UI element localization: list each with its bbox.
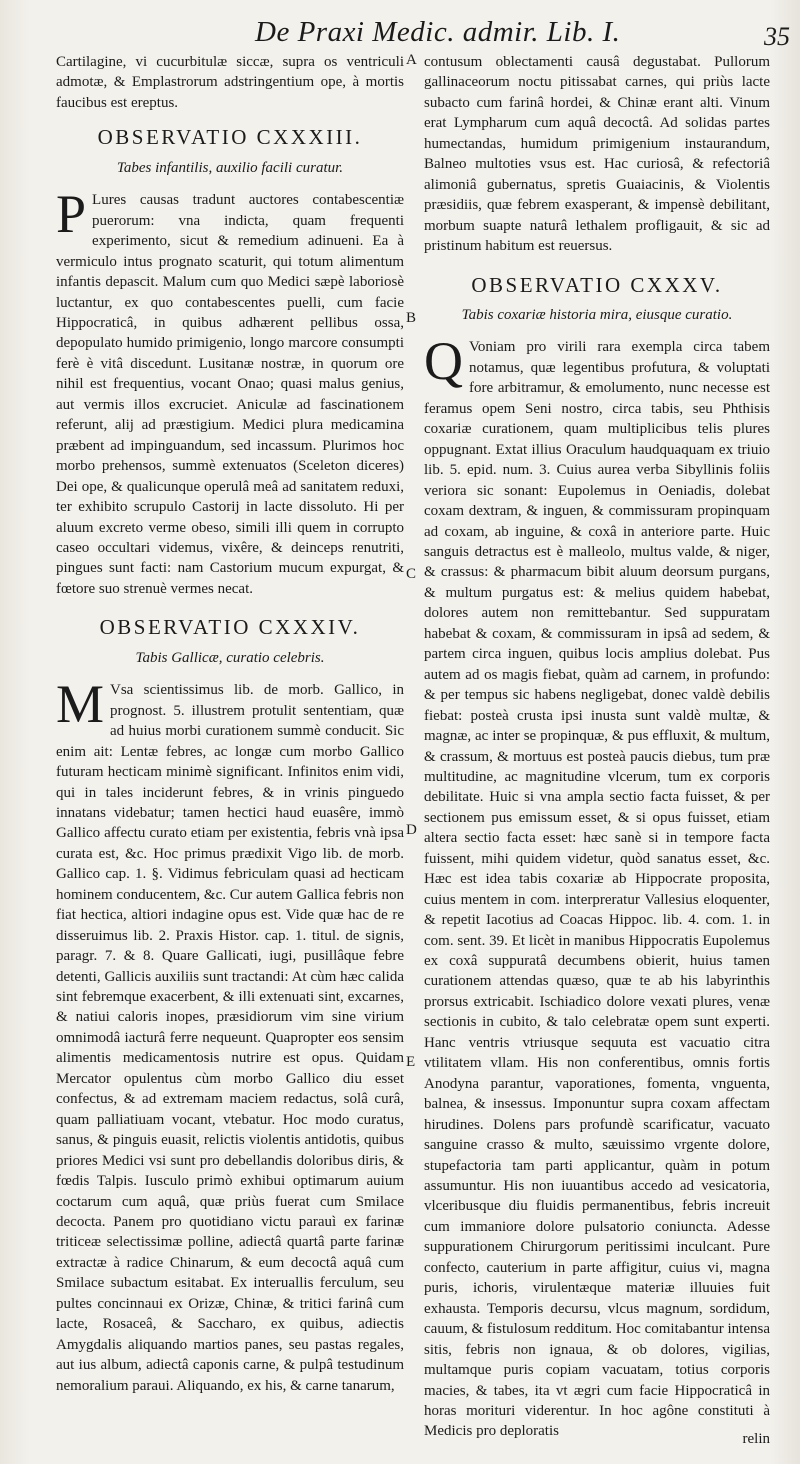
observation-133-subtitle: Tabes infantilis, auxilio facili curatur.	[116, 159, 344, 176]
drop-cap: M	[56, 674, 105, 735]
running-head	[0, 16, 800, 56]
left-column	[56, 52, 404, 1396]
observation-135-body	[424, 331, 770, 1441]
catchword: relin	[742, 1431, 770, 1447]
drop-cap: Q	[424, 331, 463, 392]
observation-133-heading: OBSERVATIO CXXXIII.	[97, 125, 363, 150]
running-title: De Praxi Medic. admir. Lib. I.	[255, 16, 621, 48]
observation-133-body	[56, 184, 404, 599]
margin-letter-c: C	[406, 566, 417, 582]
drop-cap: P	[56, 184, 87, 245]
observation-134-subtitle: Tabis Gallicæ, curatio celebris.	[135, 649, 325, 666]
observation-133-text: Lures causas tradunt auctores contabescentiæ puerorum: vna indicta, quam frequenti experimento, sicut & remedium adinueni. Ea à vermiculo intus prognato scaturit, qui totum alimentum infantis depascit. Malum cum quo Medici sæpè laboriosè luctantur, ex quo contabescentes puelli, cum facie Hippocraticâ, in quibus adhærent pellibus ossa, depopulato humido primigenio, longo marcore consumpti ferè è vitâ discedunt. Lusitanæ nostræ, in quorum ore nihil est frequentius, vocant Onao; quasi malus genius, aut vermis illos excruciet. Aniculæ ad fascinationem referunt, alij ad præstigium. Medici plura medicamina præbent ad impinguandum, sed incassum. Plurimos hoc morbo prehensos, summè extenuatos (Sceleton diceres) Dei ope, & qualicunque operulâ meâ ad sanitatem reduxi, ter exhibito scrupulo Castorij in lacte dissoluto. Hi per aluum excreto verme obeso, simili illi quem in corrupto caseo occultari videmus, vixêre, & deinceps renutriti, pingues sunt facti: nam Castorium mucum expurgat, & fœtore suo strenuè vermes necat.	[56, 192, 404, 597]
observation-134-body	[56, 674, 404, 1396]
paragraph-continuation: Cartilagine, vi cucurbitulæ siccæ, supra os ventriculi admotæ, & Emplastrorum adstringentium ope, à mortis faucibus est ereptus.	[56, 54, 404, 111]
margin-letter-a: A	[406, 52, 417, 68]
observation-134-text: Vsa scientissimus lib. de morb. Gallico, in prognost. 5. illustrem protulit sententiam, quæ ad huius morbi curationem summè conducit. Sic enim ait: Lentæ febres, ac longæ cum morbo Gallico futuram hecticam minimè significant. Infinitos enim vidi, qui in tales inciderunt febres, & in vrinis pinguedo innatans videbatur; tamen hectici haud euasêre, immò Gallico affectu curato etiam per existentia, febris vnà ipsa curata est, &c. Hoc primus prædixit Vigo lib. de morb. Gallico cap. 1. §. Vidimus febriculam quasi ad hecticam hominem conducentem, &c. Cur autem Gallica febris non fiat hectica, altiori indagine opus est. Vide quæ hac de re disseruimus lib. 2. Praxis Histor. cap. 1. titul. de signis, paragr. 7. & 8. Quare Gallicati, iugi, pusillâque febre detenti, Gallicis auxiliis sunt tractandi: At cùm hæc calida sint febremque exacerbent, & illi extenuati sint, excarnes, & natiui caloris inopes, præsidiorum vim sine virium omnimodâ iacturâ ferre nequeunt. Quapropter eos sensim alimentis medicamentosis nutrire est opus. Quidam Mercator opulentus cùm morbo Gallico diu esset confectus, & ad extremam maciem redactus, solâ curâ, quam palliatiuam vocant, vtebatur. Hoc modo curatus, sanus, & pinguis euasit, relictis violentis antidotis, quibus priores Medici vsi sunt pro debellandis doloribus diris, & fœdis Talpis. Iusculo primò exhibui optimarum auium coctarum cum aquâ, quæ priùs fuerat cum Smilace decocta. Panem pro quotidiano victu parauì ex farinæ triticeæ selectissimæ polline, adiectâ quartâ parte farinæ extractæ à radice Chinarum, & eum decoctâ aquâ cum Smilace subactum esitabat. Ex interuallis ferculum, seu pultes concinnaui ex Orizæ, Chinæ, & tritici farinâ cum lacte, Rosaceâ, & Saccharo, ex quibus, adiectis Amygdalis aliquando martios panes, seu pastas regales, aut ius album, adiectâ caponis carne, & pulpâ testudinum nemoralium paraui. Aliquando, ex his, & carne tanarum,	[56, 682, 404, 1394]
margin-letter-b: B	[406, 310, 417, 326]
right-column	[424, 52, 770, 1442]
observation-135-heading: OBSERVATIO CXXXV.	[471, 272, 723, 297]
paragraph-continuation: contusum oblectamenti causâ degustabat. Pullorum gallinaceorum noctu pitissabat carnes, qui priùs lacte subacto cum farinâ hordei, & Chinæ erant alti. Vinum erat Lympharum cum aquâ decoctâ. Ad solidas partes humectandas, humidum primigenium instaurandum, Balneo multoties vsus est. Hac curiosâ, & refectoriâ alimoniâ gubernatus, spretis Guaiacinis, & Violentis præsidiis, quæ febrem exasperant, & impensè debilitant, morbum suapte naturâ lethalem profligauit, & sic ad pristinum habitum est reuersus.	[424, 54, 770, 255]
observation-134-heading: OBSERVATIO CXXXIV.	[99, 615, 361, 640]
observation-135-text: Voniam pro virili rara exempla circa tabem notamus, quæ legentibus profutura, & voluptati fore arbitramur, & emolumento, nunc necesse est feramus opem Seni nostro, circa tabis, seu Phthisis coxariæ curationem, quam multiplicibus telis plures oppugnant. Extat illius Oraculum haudquaquam ex triuio lib. 5. epid. num. 3. Cuius aurea verba Sibyllinis foliis veriora sic sonant: Eupolemus in Oeniadis, dolebat coxam dextram, & inguen, & commissuram propinquam ad coxam, ab inguine, & coxâ in anteriore parte. Huic sanguis detractus est è malleolo, multus valde, & niger, & crassus: & pharmacum bibit aluum deorsum purgans, & multum purgatus est: & melius quidem habebat, dolores autem non remittebantur. Sed suppuratam habebat & coxam, & commissuram in ipsâ ad sedem, & partem circa inguen, quibus locis amplius dolebat. Pus autem ad os magis fiebat, quàm ad carnem, in profundo: & per tempus sic habens negligebat, donec valdè debilis fiebat: posteà crusta ipsi inusta sunt valdè multæ, & magnæ, ac inter se propinquæ, & pus effluxit, & multum, & crassum, & mortuus est posteà paucis diebus, tum præ multitudine, ac magnitudine vlcerum, tum ex corporis debilitate. Huic si vna ampla sectio facta fuisset, & per sectionem pus emissum esset, & si opus fuisset, etiam altera sectio facta esset: hæc sanè si in tempore facta fuissent, mihi quidem videtur, quòd sanatus esset, &c. Hæc est idea tabis coxariæ ab Hippocrate proposita, cuius mentem in com. interpreratur Vallesius eloquenter, & repetit Iacotius ad Coacas Hippoc. lib. 4. com. 1. in com. sent. 39. Et licèt in manibus Hippocratis Eupolemus ex coxâ suppuratâ decumbens obierit, huius tamen curationem attendas quæso, quæ te ab his labyrinthis prorsus extricabit. Ischiadico dolore vexati plures, venæ sectionis in cubito, & talo celebratæ opem sunt experti. Hanc ventris vtriusque sequuta est vacuatio citra vtilitatem vllam. His non conferentibus, omnis fortis Anodyna parantur, vaporationes, fomenta, vnguenta, balnea, & insessus. Imponuntur supra coxam affectam hirudines. Dolens pars profundè scarificatur, vacuato sanguine crasso & multo, sæuissimo vrgente dolore, stupefactoria tam parti applicantur, quàm in potum assumuntur. His non iuuantibus accedo ad vesicatoria, vlceribusque diu fluidis permanentibus, febris increuit cum immaniore dolore pulsatorio coniuncta. Adesse suppurationem Chirurgorum peritissimi inculcant. Pure confecto, cauterium in parte affigitur, cuius vi, magna puris, ichoris, virulentæque materiæ illuuies fuit exhausta. Temporis decursu, vlcus magnum, sordidum, cauum, & fistulosum redditum. Hoc comitabantur intensa sitis, febris non ignaua, & ob dolores, vigilias, multamque puris copiam vacuatam, totius corporis macies, & tabes, ita vt ægri cum facie Hippocraticâ in horas morituri viderentur. In hoc agône constituti à Medicis pro deploratis	[424, 339, 770, 1440]
margin-letter-d: D	[406, 822, 417, 838]
margin-letter-e: E	[406, 1054, 416, 1070]
page-number: 35	[764, 22, 790, 51]
observation-135-subtitle: Tabis coxariæ historia mira, eiusque curatio.	[461, 306, 733, 323]
